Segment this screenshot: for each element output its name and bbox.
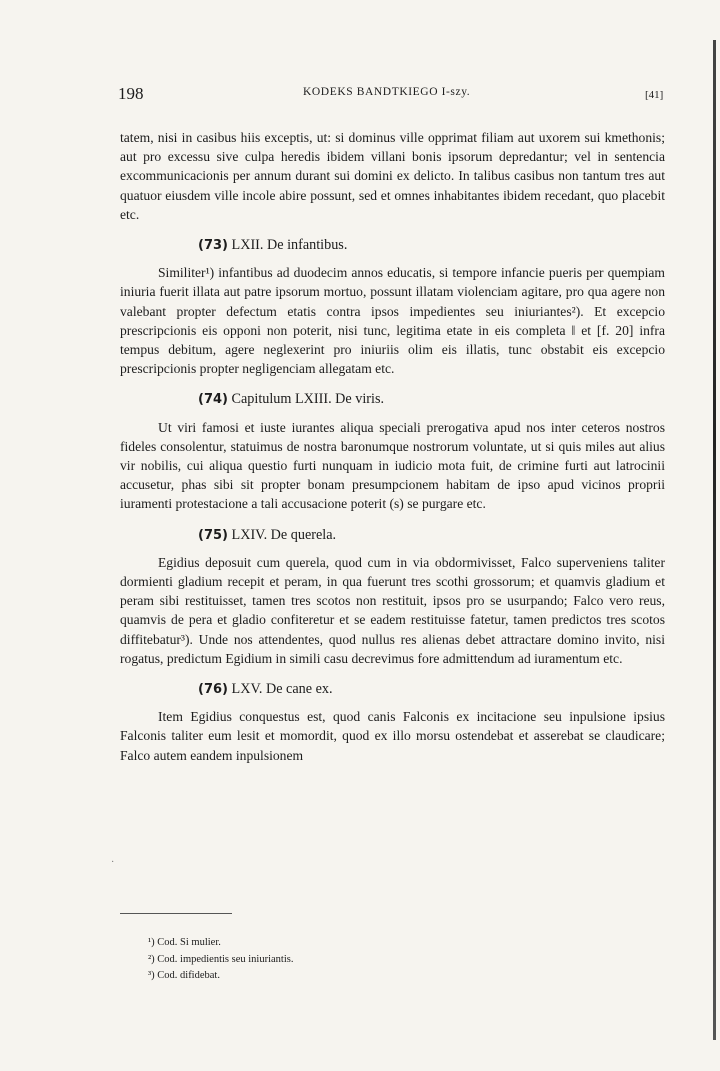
section-number: (76) <box>198 682 228 698</box>
footnotes <box>148 935 293 985</box>
section-number: (73) <box>198 238 228 254</box>
section-title: LXII. De infantibus. <box>231 237 348 254</box>
page-edge <box>713 40 716 1040</box>
section-paragraph-76: Item Egidius conquestus est, quod canis Falconis ex incitacione seu inpulsione ipsius Falconis taliter eum lesit et momordit, quod ex illo morsu ostendebat et asserebat se claudicare; Falco autem eandem inpulsionem <box>120 709 665 763</box>
main-text <box>120 128 665 765</box>
section-title: LXIV. De querela. <box>231 526 337 543</box>
section-number: (74) <box>198 392 228 408</box>
section-paragraph-73: Similiter¹) infantibus ad duodecim annos educatis, si tempore infancie pueris per quempiam iniuria fuerit illata aut patre ipsorum mortuo, possunt illatam violenciam agitare, pro qua agere non valebant propter defectum etatis contra ipsos impedientes seu iniuriantes²). Et excepcio prescripcionis eis opponi non poterit, nisi tunc, legitima etate in eis completa ‖ et [f. 20] infra tempus debitum, agere neglexerint pro iniuriis olim eis illatis, tunc obstabit eis excepcio prescripcionis propter negligenciam allegatam etc. <box>120 265 665 377</box>
section-title: LXV. De cane ex. <box>231 681 333 698</box>
footnote-divider <box>120 913 232 914</box>
page-header <box>118 84 668 108</box>
section-heading-75 <box>120 526 665 545</box>
margin-mark: · <box>111 857 115 868</box>
section-number: (75) <box>198 527 228 543</box>
footnote-1: ¹) Cod. Si mulier. <box>148 937 221 948</box>
page-number: 198 <box>118 84 144 103</box>
section-heading-73 <box>120 236 665 255</box>
section-paragraph-75: Egidius deposuit cum querela, quod cum in via obdormivisset, Falco superveniens taliter dormienti gladium recepit et peram, in qua fuerunt tres scothi grossorum; et quamvis gladium et peram sibi restituisset, tamen tres scotos non restituit, ipsos pro se usurpando; Falco vero reus, quamvis de pera et gladio confiteretur et se eadem restituisse fatetur, tamen predictos tres scotos diffitebatur³). Unde nos attendentes, quod nullus res alienas debet attractare domino invito, nisi rogatus, predictum Egidium in simili casu decrevimus fore admittendum ad iuramentum etc. <box>120 554 665 666</box>
footnote-2: ²) Cod. impedientis seu iniuriantis. <box>148 953 294 965</box>
section-heading-76 <box>120 680 665 699</box>
intro-paragraph: tatem, nisi in casibus hiis exceptis, ut: si dominus ville opprimat filiam aut uxorem sui kmethonis; aut pro excessu sive culpa heredis ibidem villani bonis ipsorum depredantur; vel in sentencia excommunicacionis per annum durant sui domini ex delicto. In talibus casibus non tantum tres aut quatuor eiusdem ville incole abire possunt, sed et omnes inhabitantes ibidem recedant, quo placebit etc. <box>120 130 665 222</box>
section-paragraph-74: Ut viri famosi et iuste iurantes aliqua speciali prerogativa apud nos inter ceteros nostros fideles consolentur, statuimus de nostra baronumque nostrorum voluntate, ut si quis miles aut alius vir nobilis, cui aliqua questio furti nunquam in iudicio mota fuit, de crimine furti aut latrocinii accusetur, phas sibi sit propter bonam presumpcionem habitam de ipso apud vicinos proprii iuramenti protestacione a tali accusacione poterit (s) se purgare etc. <box>120 419 665 512</box>
running-title: KODEKS BANDTKIEGO I-szy. <box>303 86 471 98</box>
folio-reference: [41] <box>645 89 664 101</box>
footnote-3: ³) Cod. difidebat. <box>148 970 220 981</box>
section-heading-74 <box>120 390 665 409</box>
section-title: Capitulum LXIII. De viris. <box>231 391 385 408</box>
